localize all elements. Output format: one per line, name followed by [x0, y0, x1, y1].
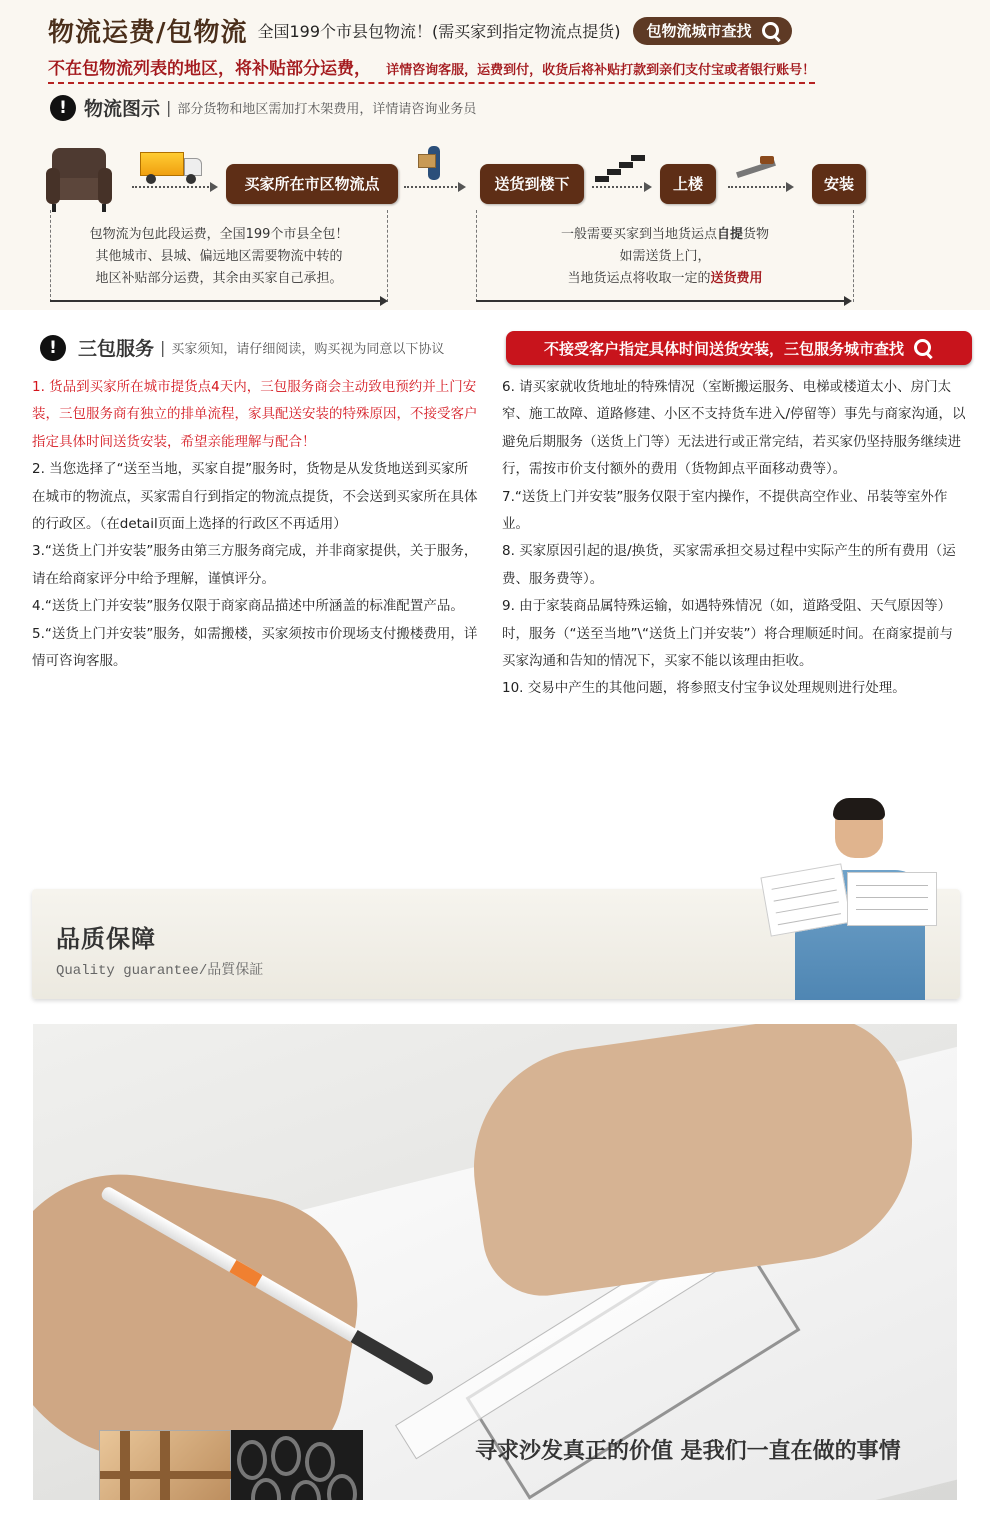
- logistics-section: [0, 0, 990, 310]
- step-logistics-point: 买家所在市区物流点: [226, 164, 398, 204]
- logistics-subtitle: 全国199个市县包物流！(需买家到指定物流点提货): [257, 22, 621, 41]
- service-label: 三包服务: [78, 338, 155, 360]
- diagram-note: 部分货物和地区需加打木架费用，详情请咨询业务员: [177, 102, 477, 117]
- service-term-item: 8. 买家原因引起的退/换货，买家需承担交易过程中实际产生的所有费用（运费、服务费等）。: [502, 543, 956, 587]
- warning-icon: !: [50, 95, 76, 121]
- service-city-lookup-button[interactable]: [506, 331, 972, 365]
- drafting-photo: [33, 1024, 957, 1500]
- service-separator: |: [160, 338, 166, 357]
- left-range-arrow: [50, 300, 380, 302]
- right-range-arrow: [476, 300, 844, 302]
- left-info-line: 包物流为包此段运费，全国199个市县全包！: [89, 227, 349, 242]
- service-terms-left: [32, 374, 478, 675]
- right-info-text-a: 一般需要买家到当地货运点: [560, 227, 717, 242]
- subsidy-notice: [48, 54, 815, 84]
- search-icon: [760, 20, 782, 42]
- step-upstairs: 上楼: [660, 164, 716, 204]
- delivery-fee-highlight: 送货费用: [710, 271, 763, 286]
- truck-icon: [140, 152, 204, 186]
- service-term-item: 10. 交易中产生的其他问题，将参照支付宝争议处理规则进行处理。: [502, 680, 906, 697]
- service-term-item: 1. 货品到买家所在城市提货点4天内，三包服务商会主动致电预约并上门安装，三包服务商有独立的排单流程，家具配送安装的特殊原因，不接受客户指定具体时间送货安装，希望亲能理解与配合！: [32, 379, 478, 450]
- logistics-city-lookup-label: 包物流城市查找: [646, 22, 752, 40]
- quality-subtitle: Quality guarantee/品質保証: [56, 963, 264, 979]
- diagram-label: 物流图示: [84, 98, 161, 120]
- brand-slogan: 寻求沙发真正的价值 是我们一直在做的事情: [475, 1439, 901, 1464]
- service-terms-right: [502, 374, 966, 703]
- service-term-item: 3.“送货上门并安装”服务由第三方服务商完成，并非商家提供，关于服务，请在给商家评分中给予理解，谨慎评分。: [32, 543, 478, 587]
- step-install: 安装: [812, 164, 866, 204]
- spring-thumbnail: [231, 1430, 363, 1500]
- left-info-line: 其他城市、县城、偏远地区需要物流中转的: [95, 249, 343, 264]
- right-info-line: 如需送货上门，: [619, 249, 711, 264]
- left-info-text: [52, 224, 386, 290]
- logistics-title: 物流运费/包物流: [48, 18, 248, 48]
- subsidy-notice-detail: 详情咨询客服，运费到付，收货后将补贴打款到亲们支付宝或者银行账号！: [386, 63, 816, 78]
- diagram-separator: |: [166, 98, 172, 117]
- logistics-city-lookup-button[interactable]: [633, 17, 792, 45]
- service-term-item: 5.“送货上门并安装”服务，如需搬楼，买家须按市价现场支付搬楼费用，详情可咨询客服。: [32, 625, 478, 670]
- quality-title: 品质保障: [56, 925, 156, 953]
- service-term-item: 9. 由于家装商品属特殊运输，如遇特殊情况（如，道路受阻、天气原因等）时，服务（“送至当地”\“送货上门并安装”）将合理顺延时间。在商家提前与买家沟通和告知的情况下，买家不能以该理由拒收。: [502, 598, 954, 670]
- designer-photo: [765, 800, 945, 1000]
- service-term-item: 7.“送货上门并安装”服务仅限于室内操作，不提供高空作业、吊装等室外作业。: [502, 488, 948, 533]
- diagram-heading: [50, 94, 476, 121]
- worker-icon: [418, 144, 444, 184]
- wood-frame-thumbnail: [99, 1430, 231, 1500]
- subsidy-notice-main: 不在包物流列表的地区，将补贴部分运费，: [48, 59, 371, 79]
- service-note: 买家须知，请仔细阅读，购买视为同意以下协议: [171, 342, 445, 357]
- service-term-item: 2. 当您选择了“送至当地，买家自提”服务时，货物是从发货地送到买家所在城市的物流点，买家需自行到指定的物流点提货，不会送到买家所在具体的行政区。（在detail页面上选择的行政区不再适用）: [32, 461, 478, 533]
- stairs-icon: [595, 154, 645, 182]
- service-term-item: 4.“送货上门并安装”服务仅限于商家商品描述中所涵盖的标准配置产品。: [32, 598, 464, 615]
- service-term-item: 6. 请买家就收货地址的特殊情况（室断搬运服务、电梯或楼道太小、房门太窄、施工故障、道路修建、小区不支持货车进入/停留等）事先与商家沟通，以避免后期服务（送货上门等）无法进行或正常完结，若买家仍坚持服务继续进行，需按市价支付额外的费用（货物卸点平面移动费等）。: [502, 379, 966, 478]
- self-pickup-highlight: 自提: [716, 227, 743, 242]
- logistics-title-row: [48, 12, 792, 49]
- sofa-icon: [46, 148, 112, 212]
- search-icon: [912, 337, 934, 359]
- right-info-text-c: 当地货运点将收取一定的: [567, 271, 711, 286]
- step-deliver-downstairs: 送货到楼下: [480, 164, 584, 204]
- left-info-line: 地区补贴部分运费，其余由买家自己承担。: [95, 271, 343, 286]
- service-city-lookup-label: 不接受客户指定具体时间送货安装，三包服务城市查找: [543, 339, 904, 358]
- right-info-text-b: 货物: [743, 227, 770, 242]
- warning-icon: !: [40, 335, 66, 361]
- right-info-text: [478, 224, 852, 290]
- tools-icon: [736, 154, 782, 182]
- service-heading: [40, 334, 444, 361]
